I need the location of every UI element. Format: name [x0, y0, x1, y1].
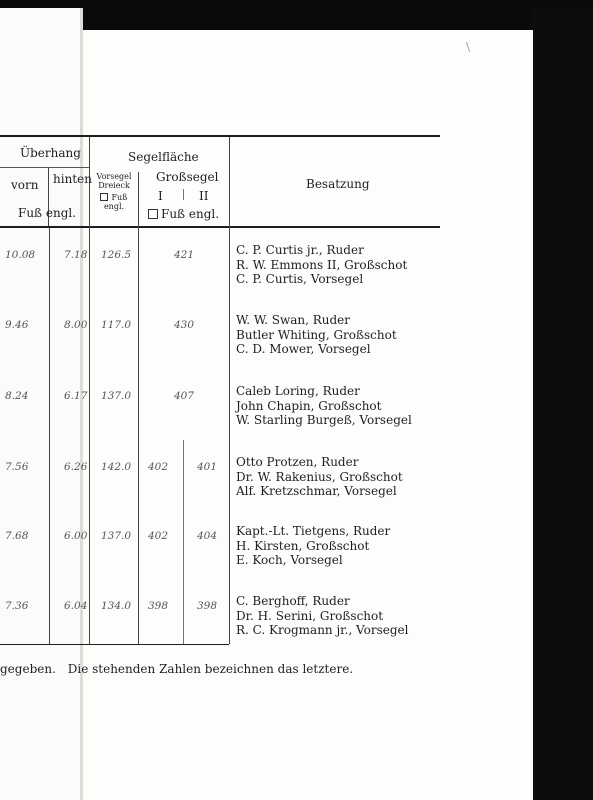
cell-gross-I: 398 — [148, 600, 169, 612]
crew-member: C. D. Mower, Vorsegel — [236, 342, 371, 357]
col-divider-vorn-hinten — [49, 228, 50, 644]
cell-hinten: 6.26 — [64, 461, 88, 473]
header-vorsegel-unit: Fuß — [90, 193, 138, 202]
header-grosssegel: Großsegel — [156, 170, 219, 184]
cell-hinten: 6.17 — [64, 390, 88, 402]
cell-vorn: 7.36 — [5, 600, 29, 612]
crew-member: Dr. H. Serini, Großschot — [236, 608, 384, 623]
crew-list — [236, 594, 408, 638]
header-hinten: hinten — [53, 172, 92, 186]
col-divider-besatzung — [229, 137, 230, 644]
page-fold — [80, 8, 83, 800]
header-divider-I-II — [183, 189, 184, 200]
crew-member: Butler Whiting, Großschot — [236, 327, 397, 342]
header-vorn: vorn — [11, 178, 39, 192]
crew-member: Kapt.-Lt. Tietgens, Ruder — [236, 524, 391, 538]
header-bottom-rule — [0, 226, 440, 228]
table-top-rule — [0, 135, 440, 137]
crew-list — [236, 243, 407, 287]
header-vorsegel-line1: Vorsegel — [96, 172, 132, 181]
crew-member: Caleb Loring, Ruder — [236, 384, 360, 398]
cell-vorsegel: 117.0 — [101, 319, 132, 331]
pencil-mark-icon: / — [462, 40, 474, 54]
crew-member: C. Berghoff, Ruder — [236, 594, 350, 608]
cell-hinten: 7.18 — [64, 249, 88, 261]
cell-gross-II: 398 — [197, 600, 218, 612]
cell-hinten: 8.00 — [64, 319, 88, 331]
header-vorsegel-line2: Dreieck — [98, 181, 130, 190]
scan-top-border — [0, 0, 593, 30]
cell-hinten: 6.04 — [64, 600, 88, 612]
square-icon — [148, 209, 158, 219]
table-bottom-rule — [0, 644, 229, 645]
cell-gross-II: 404 — [197, 530, 218, 542]
crew-member: C. P. Curtis, Vorsegel — [236, 272, 364, 287]
crew-list — [236, 524, 390, 568]
cell-gross-II: 401 — [197, 461, 218, 473]
cell-vorsegel: 134.0 — [101, 600, 132, 612]
col-divider-gross-I-II — [183, 440, 184, 644]
cell-hinten: 6.00 — [64, 530, 88, 542]
cell-gross-I: 402 — [148, 530, 169, 542]
cell-vorsegel: 126.5 — [101, 249, 132, 261]
cell-gross-I: 430 — [174, 319, 195, 331]
crew-member: John Chapin, Großschot — [236, 398, 382, 413]
crew-list — [236, 384, 412, 428]
crew-member: H. Kirsten, Großschot — [236, 538, 370, 553]
cell-gross-I: 407 — [174, 390, 195, 402]
header-col-II: II — [199, 189, 209, 203]
cell-vorsegel: 142.0 — [101, 461, 132, 473]
cell-vorn: 7.68 — [5, 530, 29, 542]
cell-vorsegel: 137.0 — [101, 530, 132, 542]
cell-vorsegel: 137.0 — [101, 390, 132, 402]
cell-vorn: 9.46 — [5, 319, 29, 331]
cell-vorn: 7.56 — [5, 461, 29, 473]
crew-member: Otto Protzen, Ruder — [236, 455, 359, 469]
header-vorsegel — [90, 172, 138, 211]
cell-vorn: 10.08 — [5, 249, 36, 261]
crew-member: W. W. Swan, Ruder — [236, 313, 351, 327]
crew-member: W. Starling Burgeß, Vorsegel — [236, 413, 412, 428]
header-col-I: I — [158, 189, 163, 203]
crew-member: E. Koch, Vorsegel — [236, 553, 343, 568]
square-icon — [100, 193, 108, 201]
footnote — [0, 662, 353, 676]
left-page-edge — [0, 8, 82, 800]
crew-list — [236, 313, 397, 357]
crew-member: R. W. Emmons II, Großschot — [236, 257, 408, 272]
header-grosssegel-unit: Fuß engl. — [148, 207, 219, 221]
footnote-right: Die stehenden Zahlen bezeichnen das letztere. — [67, 662, 354, 676]
header-segelflaeche: Segelfläche — [128, 150, 199, 164]
col-divider-ueberhang — [89, 137, 90, 644]
crew-member: C. P. Curtis jr., Ruder — [236, 243, 364, 257]
scan-right-border — [533, 8, 593, 800]
crew-list — [236, 455, 403, 499]
cell-gross-I: 421 — [174, 249, 195, 261]
header-vorsegel-unit2: engl. — [103, 202, 125, 211]
header-fuss-engl: Fuß engl. — [18, 206, 77, 220]
crew-member: Dr. W. Rakenius, Großschot — [236, 469, 403, 484]
cell-vorn: 8.24 — [5, 390, 29, 402]
header-besatzung: Besatzung — [306, 177, 370, 191]
header-ueberhang: Überhang — [20, 146, 81, 160]
cell-gross-I: 402 — [148, 461, 169, 473]
col-divider-vorsegel — [138, 172, 139, 644]
crew-member: R. C. Krogmann jr., Vorsegel — [236, 623, 409, 638]
footnote-left: gegeben. — [0, 662, 56, 676]
ueberhang-underline — [0, 167, 89, 168]
crew-member: Alf. Kretzschmar, Vorsegel — [236, 484, 397, 499]
